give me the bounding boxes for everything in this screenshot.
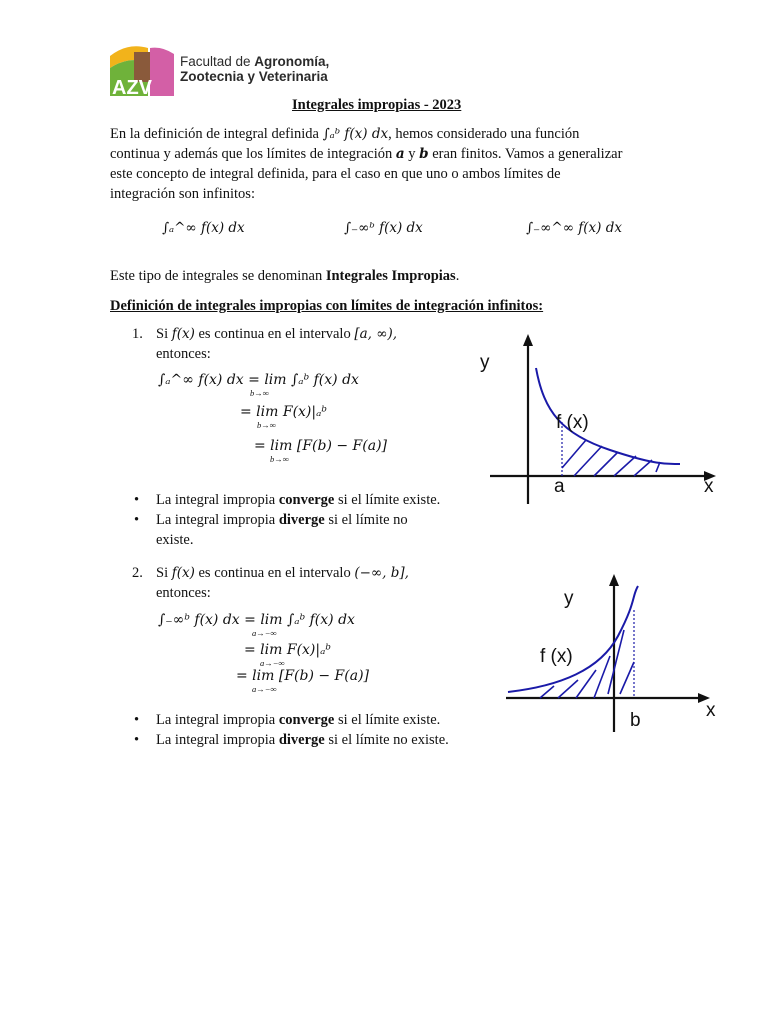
form-minf-to-b: ∫₋∞ᵇ f(x) dx xyxy=(344,220,423,236)
case1-entonces: entonces: xyxy=(156,346,211,362)
intro-line3: este concepto de integral definida, para el caso en que uno o ambos límites de xyxy=(110,166,561,182)
graph1-a-label: a xyxy=(554,476,565,497)
case1-interval: [a, ∞), xyxy=(354,326,398,342)
logo-mark xyxy=(108,42,174,96)
case1-eq2: = lim F(x)|ₐᵇ xyxy=(240,404,327,420)
intro-line1-after: , hemos considerado una función xyxy=(388,126,580,142)
case1-b1-before: La integral impropia xyxy=(156,492,279,508)
case2-eq2-sub: a→−∞ xyxy=(260,658,285,668)
intro-line1: En la definición de integral definida xyxy=(110,126,319,142)
case2-intro xyxy=(156,563,409,583)
types-after: . xyxy=(455,268,460,284)
page-title: Integrales impropias - 2023 xyxy=(292,97,462,113)
graph1-fx-label: f (x) xyxy=(556,412,589,433)
graph2-fx-label: f (x) xyxy=(540,646,573,667)
case1-number: 1. xyxy=(132,326,143,342)
graph1-y-arrow xyxy=(523,334,533,346)
case2-number: 2. xyxy=(132,565,143,581)
case2-eq2: = lim F(x)|ₐᵇ xyxy=(244,642,331,658)
form-a-to-inf: ∫ₐ^∞ f(x) dx xyxy=(162,220,245,236)
case2-eq3-sub: a→−∞ xyxy=(252,684,277,694)
section-title: Definición de integrales impropias con límites de integración infinitos: xyxy=(110,298,544,314)
graph1-y-label: y xyxy=(480,352,490,373)
form-minf-to-inf: ∫₋∞^∞ f(x) dx xyxy=(526,220,622,236)
intro-b: b xyxy=(419,146,429,162)
case2-bullet-diverge xyxy=(132,730,492,750)
case2-si: Si xyxy=(156,565,172,581)
types-bold: Integrales Impropias xyxy=(325,268,456,284)
case1-eq3-sub: b→∞ xyxy=(270,454,289,464)
case2-bullet-converge xyxy=(132,710,492,730)
intro-paragraph xyxy=(110,124,670,204)
case1-b2-after: si el límite no xyxy=(324,512,408,528)
intro-y: y xyxy=(404,146,420,162)
graph1-x-label: x xyxy=(704,476,714,497)
case2-continua: es continua en el intervalo xyxy=(194,565,355,581)
graph1-hatch xyxy=(562,440,660,476)
case1-b1-after: si el límite existe. xyxy=(334,492,441,508)
graph2-b-label: b xyxy=(630,710,641,731)
logo xyxy=(108,42,174,96)
graph2-y-label: y xyxy=(564,588,574,609)
case2-interval: (−∞, b], xyxy=(354,565,409,581)
graph2-x-label: x xyxy=(706,700,716,721)
logo-line2: Zootecnia y Veterinaria xyxy=(180,69,328,84)
case2-b2-bold: diverge xyxy=(278,732,325,748)
case1-intro xyxy=(156,324,397,344)
graph-decreasing xyxy=(470,322,726,512)
case1-b1-bold: converge xyxy=(278,492,335,508)
case1-eq1: ∫ₐ^∞ f(x) dx = lim ∫ₐᵇ f(x) dx xyxy=(158,372,359,388)
case2-eq3: = lim [F(b) − F(a)] xyxy=(236,668,369,684)
case2-bullets xyxy=(132,710,492,750)
graph-increasing xyxy=(500,566,726,742)
case1-bullet-diverge xyxy=(132,510,472,550)
case1-b2-line2: existe. xyxy=(156,532,194,548)
case1-continua: es continua en el intervalo xyxy=(194,326,355,342)
types-sentence xyxy=(110,266,459,286)
intro-a: a xyxy=(395,146,405,162)
intro-line2: continua y además que los límites de integración xyxy=(110,146,396,162)
case2-b2-before: La integral impropia xyxy=(156,732,279,748)
case2-eq1-sub: a→−∞ xyxy=(252,628,277,638)
logo-line1-bold: Agronomía, xyxy=(254,54,330,69)
case1-eq3: = lim [F(b) − F(a)] xyxy=(254,438,387,454)
case1-b2-bold: diverge xyxy=(278,512,325,528)
case2-entonces: entonces: xyxy=(156,585,211,601)
intro-line1-math: ∫ₐᵇ f(x) dx xyxy=(322,126,389,142)
case2-b1-before: La integral impropia xyxy=(156,712,279,728)
logo-line1: Facultad de xyxy=(180,54,255,69)
graph2-y-arrow xyxy=(609,574,619,586)
case1-eq2-sub: b→∞ xyxy=(257,420,276,430)
case2-eq1: ∫₋∞ᵇ f(x) dx = lim ∫ₐᵇ f(x) dx xyxy=(158,612,355,628)
logo-letters: AZV xyxy=(112,77,152,96)
case1-bullet-converge xyxy=(132,490,472,510)
case1-eq1-sub: b→∞ xyxy=(250,388,269,398)
case2-fx: f(x) xyxy=(171,565,195,581)
case2-b1-after: si el límite existe. xyxy=(334,712,441,728)
intro-line2-after: eran finitos. Vamos a generalizar xyxy=(428,146,623,162)
case1-si: Si xyxy=(156,326,172,342)
logo-text xyxy=(180,54,329,84)
types-before: Este tipo de integrales se denominan xyxy=(110,268,326,284)
case1-b2-before: La integral impropia xyxy=(156,512,279,528)
case1-fx: f(x) xyxy=(171,326,195,342)
case1-bullets xyxy=(132,490,472,550)
case2-b2-after: si el límite no existe. xyxy=(324,732,449,748)
intro-line4: integración son infinitos: xyxy=(110,186,255,202)
case2-b1-bold: converge xyxy=(278,712,335,728)
